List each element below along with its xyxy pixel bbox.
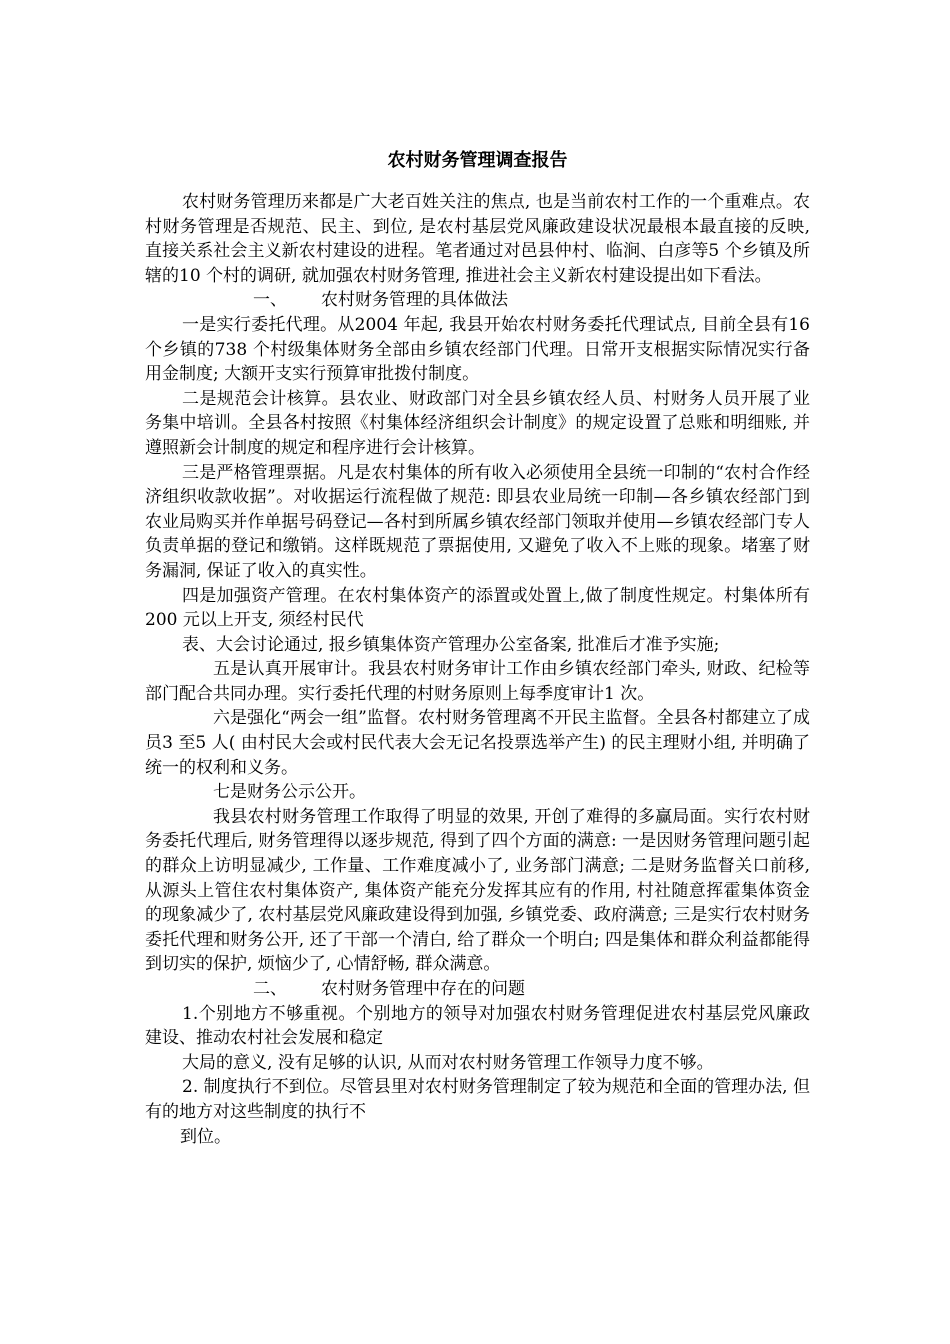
section-number: 一、 — [253, 290, 287, 311]
paragraph-7: 七是财务公示公开。 — [213, 782, 366, 803]
document-page — [145, 148, 810, 1149]
problem-1-continuation: 大局的意义, 没有足够的认识, 从而对农村财务管理工作领导力度不够。 — [182, 1052, 714, 1073]
paragraph-1: 一是实行委托代理。从2004 年起, 我县开始农村财务委托代理试点, 目前全县有16 个乡镇的738 个村级集体财务全部由乡镇农经部门代理。日常开支根据实际情况实行备用金制度; 大额开支实行预算审批拨付制度。 — [145, 314, 810, 385]
paragraph-2: 二是规范会计核算。县农业、财政部门对全县乡镇农经人员、村财务人员开展了业务集中培训。全县各村按照《村集体经济组织会计制度》的规定设置了总账和明细账, 并遵照新会计制度的规定和程序进行会计核算。 — [145, 388, 810, 458]
document-title: 农村财务管理调查报告 — [387, 150, 568, 171]
problem-2: 2. 制度执行不到位。尽管县里对农村财务管理制定了较为规范和全面的管理办法, 但有的地方对这些制度的执行不 — [145, 1077, 810, 1122]
problem-1: 1.个别地方不够重视。个别地方的领导对加强农村财务管理促进农村基层党风廉政建设、推动农村社会发展和稳定 — [145, 1003, 810, 1049]
intro-paragraph: 农村财务管理历来都是广大老百姓关注的焦点, 也是当前农村工作的一个重难点。农村财务管理是否规范、民主、到位, 是农村基层党风廉政建设状况最根本最直接的反映, 直接关系社会主义新农村建设的进程。笔者通过对邑县仲村、临涧、白彦等5 个乡镇及所辖的10 个村的调研, 就加强农村财务管理, 推进社会主义新农村建设提出如下看法。 — [145, 192, 810, 286]
paragraph-4-continuation: 表、大会讨论通过, 报乡镇集体资产管理办公室备案, 批准后才准予实施; — [182, 634, 720, 655]
section-heading-1 — [145, 288, 810, 313]
paragraph-4: 四是加强资产管理。在农村集体资产的添置或处置上,做了制度性规定。村集体所有200 元以上开支, 须经村民代 — [145, 585, 810, 631]
paragraph-8: 我县农村财务管理工作取得了明显的效果, 开创了难得的多赢局面。实行农村财务委托代理后, 财务管理得以逐步规范, 得到了四个方面的满意: 一是因财务管理问题引起的群众上访明显减少, 工作量、工作难度减小了, 业务部门满意; 二是财务监督关口前移, 从源头上管住农村集体资产, 集体资产能充分发挥其应有的作用, 村社随意挥霍集体资金的现象减少了, 农村基层党风廉政建设得到加强, 乡镇党委、政府满意; 三是实行农村财务委托代理和财务公开, 还了干部一个清白, 给了群众一个明白; 四是集体和群众利益都能得到切实的保护, 烦恼少了, 心情舒畅, 群众满意。 — [145, 806, 810, 975]
section-heading-2 — [145, 977, 810, 1002]
problem-2-continuation: 到位。 — [180, 1126, 231, 1147]
paragraph-6: 六是强化“两会一组”监督。农村财务管理离不开民主监督。全县各村都建立了成员3 至5 人( 由村民大会或村民代表大会无记名投票选举产生) 的民主理财小组, 并明确了统一的权利和义务。 — [145, 708, 810, 778]
paragraph-3: 三是严格管理票据。凡是农村集体的所有收入必须使用全县统一印制的“农村合作经济组织收款收据”。对收据运行流程做了规范: 即县农业局统一印制—各乡镇农经部门到农业局购买并作单据号码登记—各村到所属乡镇农经部门领取并使用—乡镇农经部门专人负责单据的登记和缴销。这样既规范了票据使用, 又避免了收入不上账的现象。堵塞了财务漏洞, 保证了收入的真实性。 — [145, 462, 810, 581]
section-heading-text: 农村财务管理中存在的问题 — [321, 979, 525, 999]
section-number: 二、 — [253, 979, 287, 999]
paragraph-5: 五是认真开展审计。我县农村财务审计工作由乡镇农经部门牵头, 财政、纪检等部门配合共同办理。实行委托代理的村财务原则上每季度审计1 次。 — [145, 659, 810, 704]
section-heading-text: 农村财务管理的具体做法 — [321, 290, 508, 311]
